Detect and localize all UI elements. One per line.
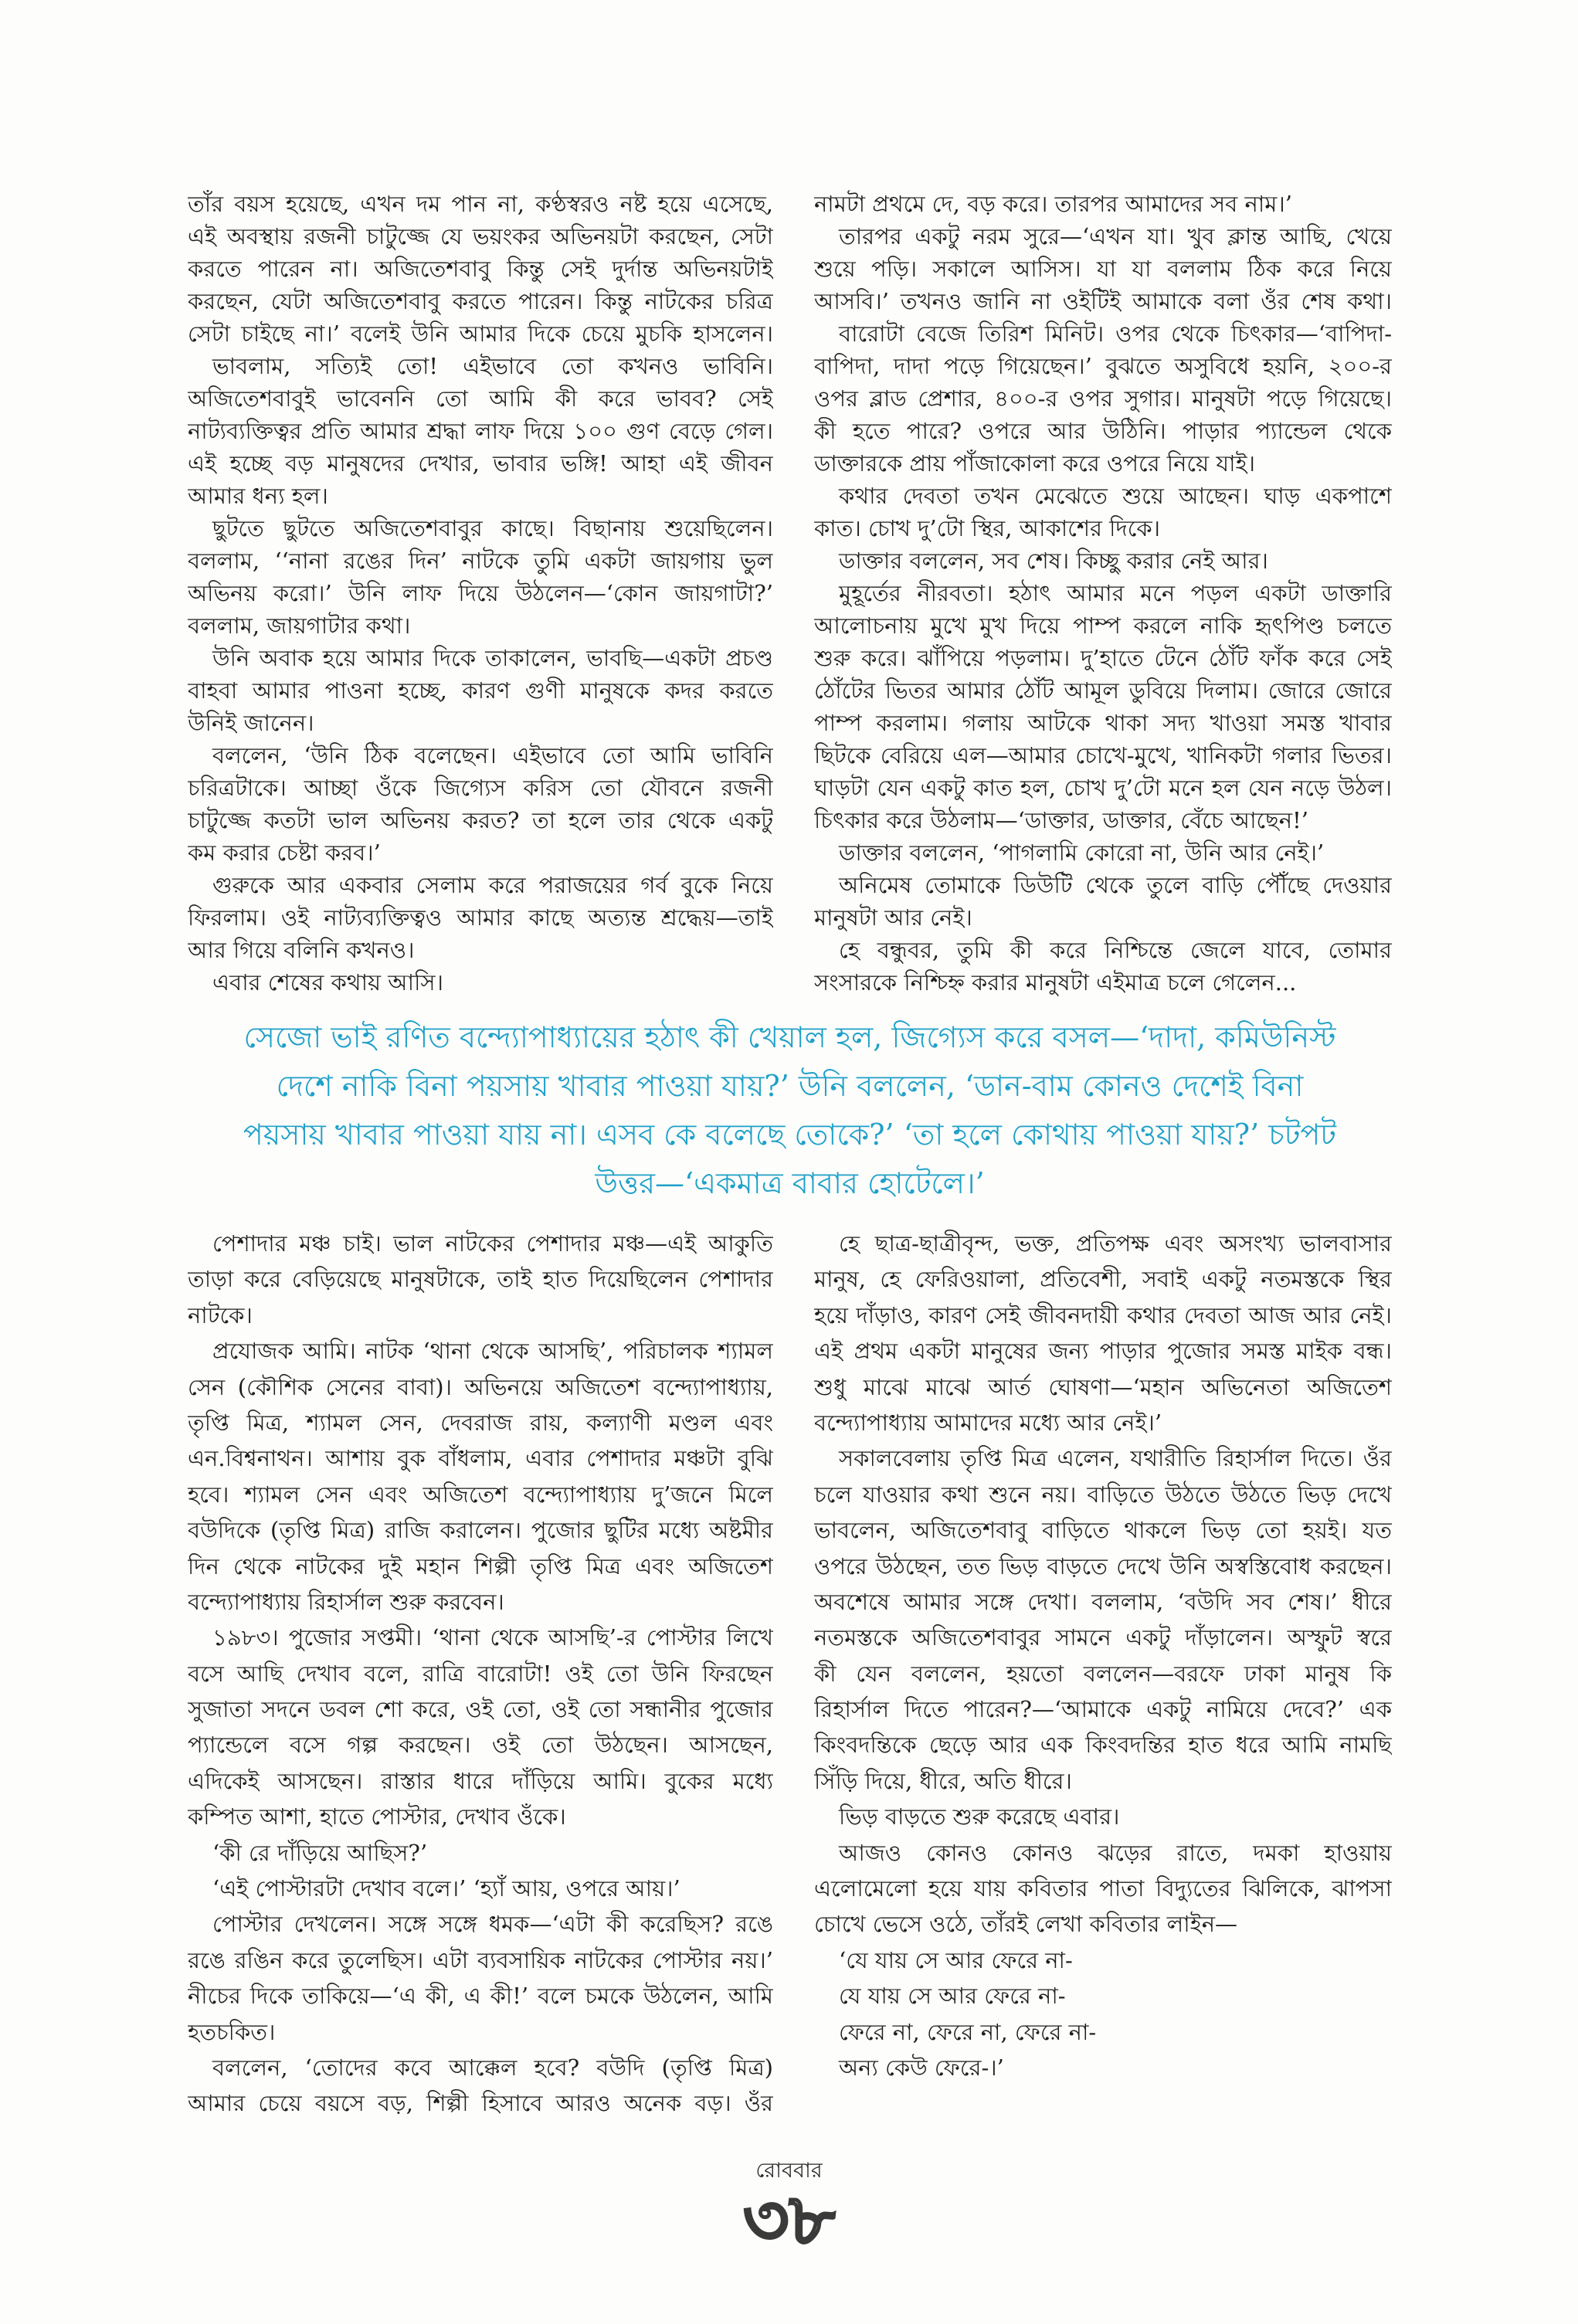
body-text-line: ওপর ব্লাড প্রেশার, ৪০০-র ওপর সুগার। মানুষটা পড়ে গিয়েছে। — [814, 385, 1392, 412]
body-text-line: করছেন, যেটা অজিতেশবাবু করতে পারেন। কিন্তু নাটকের চরিত্র — [188, 288, 773, 314]
body-text-line: ‘কী রে দাঁড়িয়ে আছিস?’ — [212, 1839, 428, 1866]
body-text-line: কিংবদন্তিকে ছেড়ে আর এক কিংবদন্তির হাত ধরে আমি নামছি — [814, 1732, 1392, 1759]
body-text-line: বন্দ্যোপাধ্যায় রিহার্সাল শুরু করবেন। — [188, 1588, 504, 1615]
body-text-line: নাট্যব্যক্তিত্বর প্রতি আমার শ্রদ্ধা লাফ দিয়ে ১০০ গুণ বেড়ে গেল। — [188, 418, 773, 444]
body-text-line: রঙে রঙিন করে তুলেছিস। এটা ব্যবসায়িক নাটকের পোস্টার নয়।’ — [188, 1946, 773, 1973]
body-text-line: বাপিদা, দাদা পড়ে গিয়েছেন।’ বুঝতে অসুবিধে হয়নি, ২০০-র — [814, 353, 1392, 379]
body-text-line: অবশেষে আমার সঙ্গে দেখা। বললাম, ‘বউদি সব শেষ।’ ধীরে — [814, 1588, 1392, 1615]
body-text-line: অনিমেষ তোমাকে ডিউটি থেকে তুলে বাড়ি পৌঁছে দেওয়ার — [839, 872, 1392, 898]
body-text-line: প্রযোজক আমি। নাটক ‘থানা থেকে আসছি’, পরিচালক শ্যামল — [212, 1338, 773, 1365]
body-text-line: কী হতে পারে? ওপরে আর উঠিনি। পাড়ার প্যান্ডেল থেকে — [814, 418, 1392, 444]
body-text-line: বাহবা আমার পাওনা হচ্ছে, কারণ গুণী মানুষকে কদর করতে — [188, 677, 773, 704]
body-text-line: ভাবলাম, সত্যিই তো! এইভাবে তো কখনও ভাবিনি। — [212, 353, 773, 379]
body-text-line: ডাক্তার বললেন, ‘পাগলামি কোরো না, উনি আর নেই।’ — [839, 840, 1325, 866]
body-text-line: সিঁড়ি দিয়ে, ধীরে, অতি ধীরে। — [814, 1767, 1072, 1794]
body-text-line: বললেন, ‘উনি ঠিক বলেছেন। এইভাবে তো আমি ভাবিনি — [212, 742, 773, 768]
body-text-line: ১৯৮৩। পুজোর সপ্তমী। ‘থানা থেকে আসছি’-র পোস্টার লিখে — [212, 1624, 773, 1651]
body-text-line: চিৎকার করে উঠলাম—‘ডাক্তার, ডাক্তার, বেঁচে আছেন!’ — [814, 807, 1308, 833]
body-text-line: কম করার চেষ্টা করব।’ — [188, 840, 381, 866]
body-text-line: পেশাদার মঞ্চ চাই। ভাল নাটকের পেশাদার মঞ্চ—এই আকুতি — [212, 1230, 773, 1257]
body-text-line: ভাবলেন, অজিতেশবাবু বাড়িতে থাকলে ভিড় তো হয়ই। যত — [814, 1517, 1392, 1544]
body-text-line: বারোটা বেজে তিরিশ মিনিট। ওপর থেকে চিৎকার—‘বাপিদা- — [839, 321, 1392, 347]
body-text-line: বললাম, ‘‘নানা রঙের দিন’ নাটকে তুমি একটা জায়গায় ভুল — [188, 548, 773, 574]
body-text-line: চরিত্রটাকে। আচ্ছা ওঁকে জিগ্যেস করিস তো যৌবনে রজনী — [188, 775, 773, 801]
pull-quote-line: পয়সায় খাবার পাওয়া যায় না। এসব কে বলেছে তোকে?’ ‘তা হলে কোথায় পাওয়া যায়?’ চটপট — [243, 1118, 1336, 1152]
article-column-bottom-right — [814, 1226, 1392, 2085]
body-text-line: ভিড় বাড়তে শুরু করেছে এবার। — [839, 1803, 1120, 1830]
body-text-line: তাঁর বয়স হয়েছে, এখন দম পান না, কণ্ঠস্বরও নষ্ট হয়ে এসেছে, — [188, 191, 773, 217]
article-column-top-left — [188, 188, 773, 999]
body-text-line: করতে পারেন না। অজিতেশবাবু কিন্তু সেই দুর্দান্ত অভিনয়টাই — [188, 256, 773, 282]
body-text-line: কাত। চোখ দু’টো স্থির, আকাশের দিকে। — [814, 515, 1161, 541]
body-text-line: উনিই জানেন। — [188, 710, 314, 736]
body-text-line: আজও কোনও কোনও ঝড়ের রাতে, দমকা হাওয়ায় — [839, 1839, 1392, 1866]
body-text-line: ছিটকে বেরিয়ে এল—আমার চোখে-মুখে, খানিকটা গলার ভিতর। — [814, 742, 1392, 768]
body-text-line: বউদিকে (তৃপ্তি মিত্র) রাজি করালেন। পুজোর ছুটির মধ্যে অষ্টমীর — [188, 1517, 773, 1544]
publication-name: রোববার — [755, 2159, 823, 2183]
body-text-line: ডাক্তার বললেন, সব শেষ। কিচ্ছু করার নেই আর। — [839, 548, 1268, 574]
body-text-line: তৃপ্তি মিত্র, শ্যামল সেন, দেবরাজ রায়, কল্যাণী মণ্ডল এবং — [188, 1409, 773, 1436]
body-text-line: সেন (কৌশিক সেনের বাবা)। অভিনয়ে অজিতেশ বন্দ্যোপাধ্যায়, — [188, 1373, 773, 1400]
body-text-line: নীচের দিকে তাকিয়ে—‘এ কী, এ কী!’ বলে চমকে উঠলেন, আমি — [188, 1983, 773, 2010]
poem-line: ফেরে না, ফেরে না, ফেরে না- — [839, 2018, 1097, 2045]
body-text-line: চোখে ভেসে ওঠে, তাঁরই লেখা কবিতার লাইন— — [814, 1911, 1238, 1938]
body-text-line: চলে যাওয়ার কথা শুনে নয়। বাড়িতে উঠতে উঠতে ভিড় দেখে — [814, 1481, 1392, 1508]
body-text-line: এই অবস্থায় রজনী চাটুজ্জে যে ভয়ংকর অভিনয়টা করছেন, সেটা — [188, 223, 773, 249]
body-text-line: হতচকিত। — [188, 2018, 276, 2045]
body-text-line: সেটা চাইছে না।’ বলেই উনি আমার দিকে চেয়ে মুচকি হাসলেন। — [188, 321, 773, 347]
body-text-line: শুয়ে পড়ি। সকালে আসিস। যা যা বললাম ঠিক করে নিয়ে — [814, 256, 1392, 282]
body-text-line: বললাম, জায়গাটার কথা। — [188, 612, 411, 639]
article-column-bottom-left — [188, 1226, 773, 2122]
body-text-line: ছুটতে ছুটতে অজিতেশবাবুর কাছে। বিছানায় শুয়েছিলেন। — [212, 515, 773, 541]
pull-quote-line: দেশে নাকি বিনা পয়সায় খাবার পাওয়া যায়?’ উনি বললেন, ‘ডান-বাম কোনও দেশেই বিনা — [276, 1069, 1304, 1103]
body-text-line: মুহূর্তের নীরবতা। হঠাৎ আমার মনে পড়ল একটা ডাক্তারি — [839, 580, 1392, 606]
poem-line: যে যায় সে আর ফেরে না- — [839, 1983, 1066, 2010]
body-text-line: নতমস্তকে অজিতেশবাবুর সামনে একটু দাঁড়ালেন। অস্ফুট স্বরে — [814, 1624, 1392, 1651]
body-text-line: ডাক্তারকে প্রায় পাঁজাকোলা করে ওপরে নিয়ে যাই। — [814, 450, 1255, 477]
body-text-line: এদিকেই আসছেন। রাস্তার ধারে দাঁড়িয়ে আমি। বুকের মধ্যে — [188, 1767, 773, 1794]
body-text-line: অভিনয় করো।’ উনি লাফ দিয়ে উঠলেন—‘কোন জায়গাটা?’ — [188, 580, 773, 606]
body-text-line: সকালবেলায় তৃপ্তি মিত্র এলেন, যথারীতি রিহার্সাল দিতে। ওঁর — [839, 1445, 1392, 1472]
body-text-line: ওপরে উঠছেন, তত ভিড় বাড়তে দেখে উনি অস্বস্তিবোধ করছেন। — [814, 1552, 1392, 1579]
body-text-line: তাড়া করে বেড়িয়েছে মানুষটাকে, তাই হাত দিয়েছিলেন পেশাদার — [188, 1266, 773, 1293]
body-text-line: দিন থেকে নাটকের দুই মহান শিল্পী তৃপ্তি মিত্র এবং অজিতেশ — [188, 1552, 773, 1579]
body-text-line: মানুষটা আর নেই। — [814, 904, 972, 931]
body-text-line: হবে। শ্যামল সেন এবং অজিতেশ বন্দ্যোপাধ্যায় দু’জনে মিলে — [188, 1481, 773, 1508]
body-text-line: হে বন্ধুবর, তুমি কী করে নিশ্চিন্তে জেলে যাবে, তোমার — [839, 937, 1392, 963]
page-number: ৩৮ — [742, 2178, 836, 2261]
body-text-line: কথার দেবতা তখন মেঝেতে শুয়ে আছেন। ঘাড় একপাশে — [839, 483, 1392, 509]
body-text-line: প্যান্ডেলে বসে গল্প করছেন। ওই তো উঠছেন। আসছেন, — [188, 1732, 773, 1759]
body-text-line: অজিতেশবাবুই ভাবেননি তো আমি কী করে ভাবব? সেই — [188, 385, 773, 412]
body-text-line: এন.বিশ্বনাথন। আশায় বুক বাঁধলাম, এবার পেশাদার মঞ্চটা বুঝি — [188, 1445, 773, 1472]
body-text-line: শুধু মাঝে মাঝে আর্ত ঘোষণা—‘মহান অভিনেতা অজিতেশ — [814, 1373, 1392, 1400]
body-text-line: ঘাড়টা যেন একটু কাত হল, চোখ দু’টো মনে হল যেন নড়ে উঠল। — [814, 775, 1392, 801]
body-text-line: আমার চেয়ে বয়সে বড়, শিল্পী হিসাবে আরও অনেক বড়। ওঁর — [188, 2090, 773, 2117]
body-text-line: বললেন, ‘তোদের কবে আক্কেল হবে? বউদি (তৃপ্তি মিত্র) — [212, 2054, 773, 2081]
body-text-line: পোস্টার দেখলেন। সঙ্গে সঙ্গে ধমক—‘এটা কী করেছিস? রঙে — [212, 1911, 773, 1938]
body-text-line: সংসারকে নিশ্চিহ্ন করার মানুষটা এইমাত্র চলে গেলেন... — [814, 969, 1297, 996]
body-text-line: সুজাতা সদনে ডবল শো করে, ওই তো, ওই তো সন্ধানীর পুজোর — [188, 1696, 773, 1723]
body-text-line: এলোমেলো হয়ে যায় কবিতার পাতা বিদ্যুতের ঝিলিকে, ঝাপসা — [814, 1875, 1392, 1902]
body-text-line: ঠোঁটের ভিতর আমার ঠোঁট আমূল ডুবিয়ে দিলাম। জোরে জোরে — [814, 677, 1392, 704]
body-text-line: মানুষ, হে ফেরিওয়ালা, প্রতিবেশী, সবাই একটু নতমস্তকে স্থির — [814, 1266, 1392, 1293]
body-text-line: বসে আছি দেখাব বলে, রাত্রি বারোটা! ওই তো উনি ফিরছেন — [188, 1660, 773, 1687]
body-text-line: আর গিয়ে বলিনি কখনও। — [188, 937, 415, 963]
body-text-line: গুরুকে আর একবার সেলাম করে পরাজয়ের গর্ব বুকে নিয়ে — [212, 872, 773, 898]
article-column-top-right — [814, 188, 1392, 999]
body-text-line: কী যেন বললেন, হয়তো বললেন—বরফে ঢাকা মানুষ কি — [814, 1660, 1392, 1687]
body-text-line: উনি অবাক হয়ে আমার দিকে তাকালেন, ভাবছি—একটা প্রচণ্ড — [212, 645, 773, 671]
body-text-line: হে ছাত্র-ছাত্রীবৃন্দ, ভক্ত, প্রতিপক্ষ এবং অসংখ্য ভালবাসার — [839, 1230, 1392, 1257]
body-text-line: এই প্রথম একটা মানুষের জন্য পাড়ার পুজোর সমস্ত মাইক বন্ধ। — [814, 1338, 1392, 1365]
poem-line: ‘যে যায় সে আর ফেরে না- — [839, 1946, 1073, 1973]
body-text-line: রিহার্সাল দিতে পারেন?—‘আমাকে একটু নামিয়ে দেবে?’ এক — [814, 1696, 1392, 1723]
body-text-line: এই হচ্ছে বড় মানুষদের দেখার, ভাবার ভঙ্গি! আহা এই জীবন — [188, 450, 773, 477]
pull-quote-line: সেজো ভাই রণিত বন্দ্যোপাধ্যায়ের হঠাৎ কী খেয়াল হল, জিগ্যেস করে বসল—‘দাদা, কমিউনিস্ট — [243, 1020, 1336, 1054]
body-text-line: পাম্প করলাম। গলায় আটকে থাকা সদ্য খাওয়া সমস্ত খাবার — [814, 710, 1392, 736]
pull-quote — [188, 1013, 1392, 1208]
body-text-line: আমার ধন্য হল। — [188, 483, 328, 509]
poem-line: অন্য কেউ ফেরে-।’ — [839, 2054, 1004, 2081]
body-text-line: নাটকে। — [188, 1301, 253, 1328]
body-text-line: আসবি।’ তখনও জানি না ওইটিই আমাকে বলা ওঁর শেষ কথা। — [814, 288, 1392, 314]
body-text-line: নামটা প্রথমে দে, বড় করে। তারপর আমাদের সব নাম।’ — [814, 191, 1292, 217]
body-text-line: এবার শেষের কথায় আসি। — [212, 969, 443, 996]
body-text-line: বন্দ্যোপাধ্যায় আমাদের মধ্যে আর নেই।’ — [814, 1409, 1162, 1436]
pull-quote-line: উত্তর—‘একমাত্র বাবার হোটেলে।’ — [595, 1166, 985, 1200]
body-text-line: কম্পিত আশা, হাতে পোস্টার, দেখাব ওঁকে। — [188, 1803, 566, 1830]
body-text-line: তারপর একটু নরম সুরে—‘এখন যা। খুব ক্লান্ত আছি, খেয়ে — [839, 223, 1392, 249]
body-text-line: হয়ে দাঁড়াও, কারণ সেই জীবনদায়ী কথার দেবতা আজ আর নেই। — [814, 1301, 1392, 1328]
body-text-line: আলোচনায় মুখে মুখ দিয়ে পাম্প করলে নাকি হৃৎপিণ্ড চলতে — [814, 612, 1392, 639]
body-text-line: চাটুজ্জে কতটা ভাল অভিনয় করত? তা হলে তার থেকে একটু — [188, 807, 773, 833]
body-text-line: ফিরলাম। ওই নাট্যব্যক্তিত্বও আমার কাছে অত্যন্ত শ্রদ্ধেয়—তাই — [188, 904, 773, 931]
body-text-line: ‘এই পোস্টারটা দেখাব বলে।’ ‘হ্যাঁ আয়, ওপরে আয়।’ — [212, 1875, 680, 1902]
body-text-line: শুরু করে। ঝাঁপিয়ে পড়লাম। দু’হাতে টেনে ঠোঁট ফাঁক করে সেই — [814, 645, 1392, 671]
